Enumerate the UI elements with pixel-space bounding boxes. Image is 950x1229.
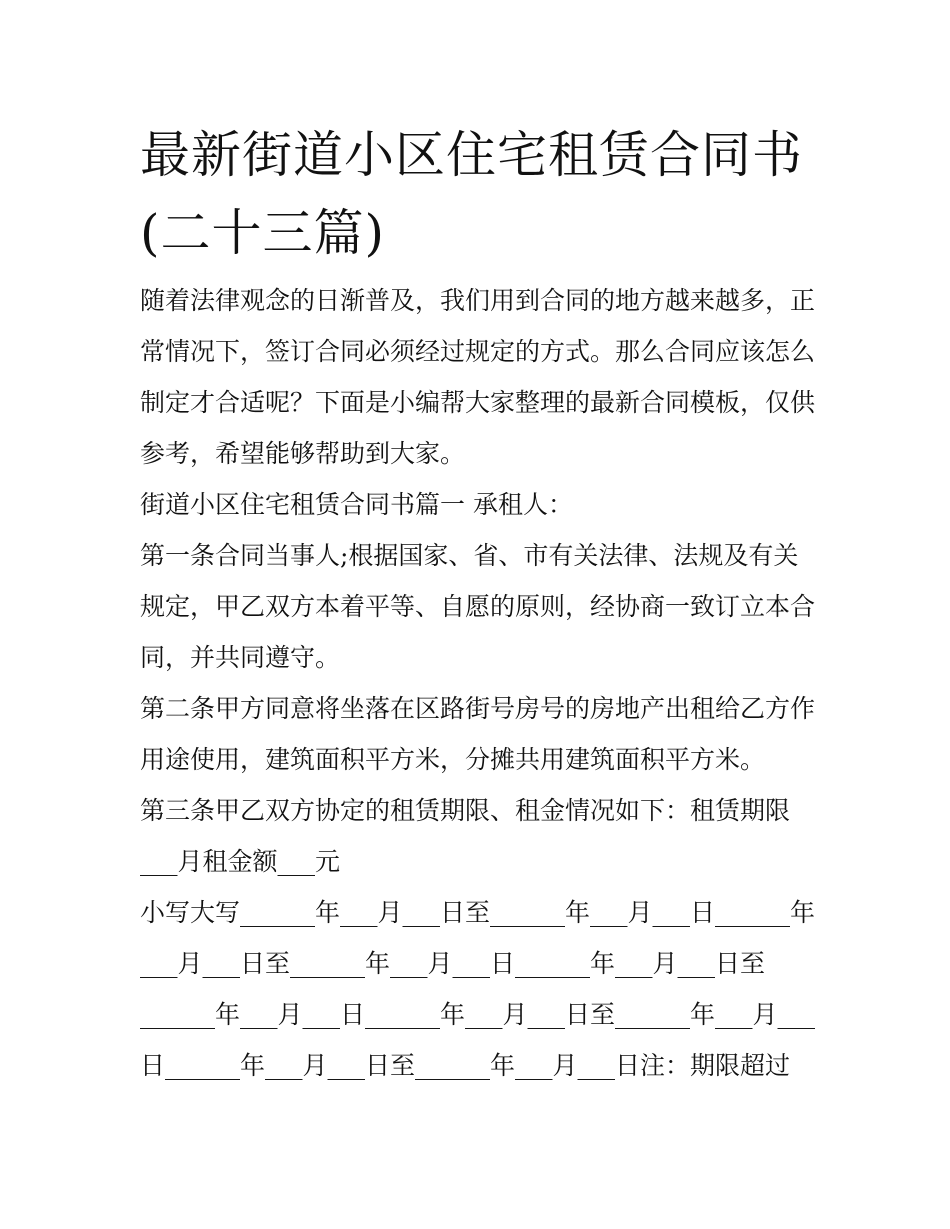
body-line: 参考，希望能够帮助到大家。 xyxy=(140,439,466,468)
body-line: 规定，甲乙双方本着平等、自愿的原则，经协商一致订立本合 xyxy=(140,592,816,621)
body-line: 第二条甲方同意将坐落在区路街号房号的房地产出租给乙方作 xyxy=(140,694,816,723)
section-heading: 街道小区住宅租赁合同书篇一 承租人： xyxy=(140,490,573,519)
body-line: 用途使用，建筑面积平方米，分摊共用建筑面积平方米。 xyxy=(140,745,766,774)
body-line: 第三条甲乙双方协定的租赁期限、租金情况如下：租赁期限 xyxy=(140,796,791,825)
body-line: 小写大写______年___月___日至______年___月___日______年 xyxy=(140,898,816,927)
body-line: 日______年___月___日至______年___月___日注：期限超过 xyxy=(140,1051,791,1080)
title-line-2: (二十三篇) xyxy=(140,204,386,262)
body-line: 同，并共同遵守。 xyxy=(140,643,341,672)
body-line: 常情况下，签订合同必须经过规定的方式。那么合同应该怎么 xyxy=(140,337,816,366)
body-line: ______年___月___日______年___月___日至______年___月___ xyxy=(140,1000,816,1029)
body-line: 随着法律观念的日渐普及，我们用到合同的地方越来越多，正 xyxy=(140,286,816,315)
title-line-1: 最新街道小区住宅租赁合同书 xyxy=(140,126,803,184)
document-title xyxy=(140,116,840,272)
body-line: ___月租金额___元 xyxy=(140,847,341,876)
document-body xyxy=(140,281,815,1097)
body-line: ___月___日至______年___月___日______年___月___日至 xyxy=(140,949,766,978)
body-line: 第一条合同当事人;根据国家、省、市有关法律、法规及有关 xyxy=(140,541,799,570)
body-line: 制定才合适呢？下面是小编帮大家整理的最新合同模板，仅供 xyxy=(140,388,816,417)
